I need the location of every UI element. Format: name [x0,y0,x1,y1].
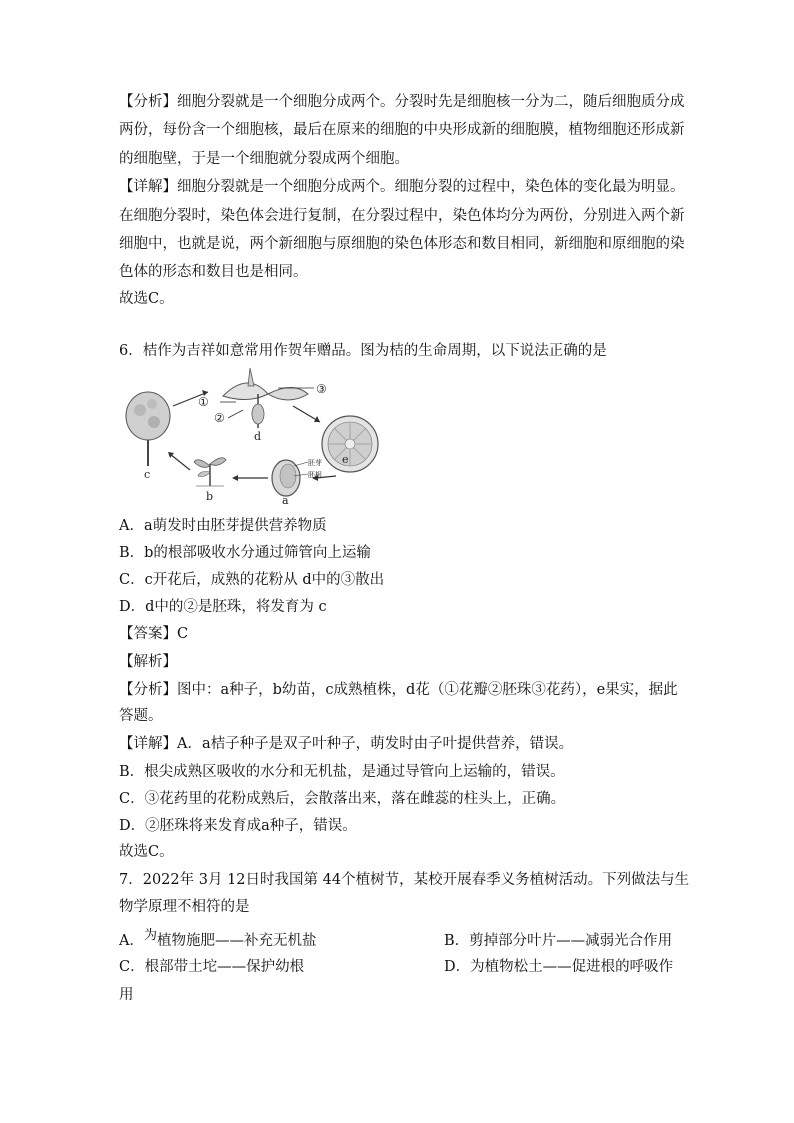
q7-option-a-raised-char: 为 [143,928,157,943]
q7-option-d-continuation: 用 [119,987,134,1003]
q6-analysis-line-2: 答题。 [119,708,163,724]
life-cycle-figure [118,366,388,506]
option-a: A．a萌发时由胚芽提供营养物质 [119,518,327,534]
question-6-stem: 6．桔作为吉祥如意常用作贺年赠品。图为桔的生命周期，以下说法正确的是 [119,343,607,359]
q6-analysis-line-1: 【分析】图中：a种子，b幼苗，c成熟植株，d花（①花瓣②胚珠③花药），e果实，据此 [119,682,678,698]
figure-label-d: d [254,430,262,443]
detail-line-3: 细胞中，也就是说，两个新细胞与原细胞的染色体形态和数目相同，新细胞和原细胞的染 [119,236,685,252]
figure-label-e: e [342,453,349,466]
question-7-stem-line-1: 7．2022年 3月 12日时我国第 44个植树节，某校开展春季义务植树活动。下列做法与生 [119,872,690,888]
figure-label-3: ③ [316,382,327,396]
q6-detail-d: D．②胚珠将来发育成a种子，错误。 [119,818,357,834]
q7-option-d: D．为植物松土——促进根的呼吸作 [444,959,674,975]
figure-label-peigen: 胚根 [308,471,322,479]
q7-option-a [119,928,317,952]
option-d: D．d中的②是胚珠，将发育为 c [119,599,327,615]
q6-detail-a: 【详解】A．a桔子种子是双子叶种子，萌发时由子叶提供营养，错误。 [119,736,574,752]
conclusion-line: 故选C。 [119,291,174,307]
q6-conclusion: 故选C。 [119,844,174,860]
detail-line-4: 色体的形态和数目也是相同。 [119,264,308,280]
analysis-line-1: 【分析】细胞分裂就是一个细胞分成两个。分裂时先是细胞核一分为二，随后细胞质分成 [119,94,685,110]
figure-label-1: ① [198,395,209,409]
seedling-drawing [194,458,226,486]
option-c: C．c开花后，成熟的花粉从 d中的③散出 [119,572,385,588]
q6-detail-c: C．③花药里的花粉成熟后，会散落出来，落在雌蕊的柱头上，正确。 [119,791,566,807]
q7-option-c: C．根部带土坨——保护幼根 [119,959,305,975]
q7-option-b: B．剪掉部分叶片——减弱光合作用 [444,933,673,949]
figure-label-c: c [144,468,151,481]
analysis-line-2: 两份，每份含一个细胞核，最后在原来的细胞的中央形成新的细胞膜，植物细胞还形成新 [119,122,685,138]
explanation-heading: 【解析】 [119,654,177,670]
question-7-stem-line-2: 物学原理不相符的是 [119,899,250,915]
analysis-line-3: 的细胞壁，于是一个细胞就分裂成两个细胞。 [119,151,409,167]
figure-label-b: b [206,490,214,503]
detail-line-2: 在细胞分裂时，染色体会进行复制，在分裂过程中，染色体均分为两份，分别进入两个新 [119,208,685,224]
mature-tree-drawing [126,392,170,466]
option-b: B．b的根部吸收水分通过筛管向上运输 [119,545,371,561]
detail-line-1: 【详解】细胞分裂就是一个细胞分成两个。细胞分裂的过程中，染色体的变化最为明显。 [119,179,685,195]
figure-label-peiya: 胚芽 [308,459,322,467]
figure-label-2: ② [214,411,225,425]
q7-option-a-letter: A． [119,933,144,949]
fruit-drawing [322,416,378,472]
figure-label-a: a [282,494,289,506]
q7-option-a-text: 植物施肥——补充无机盐 [157,933,317,949]
answer-line: 【答案】C [119,626,189,642]
q6-detail-b: B．根尖成熟区吸收的水分和无机盐，是通过导管向上运输的，错误。 [119,764,565,780]
flower-drawing [223,368,308,428]
